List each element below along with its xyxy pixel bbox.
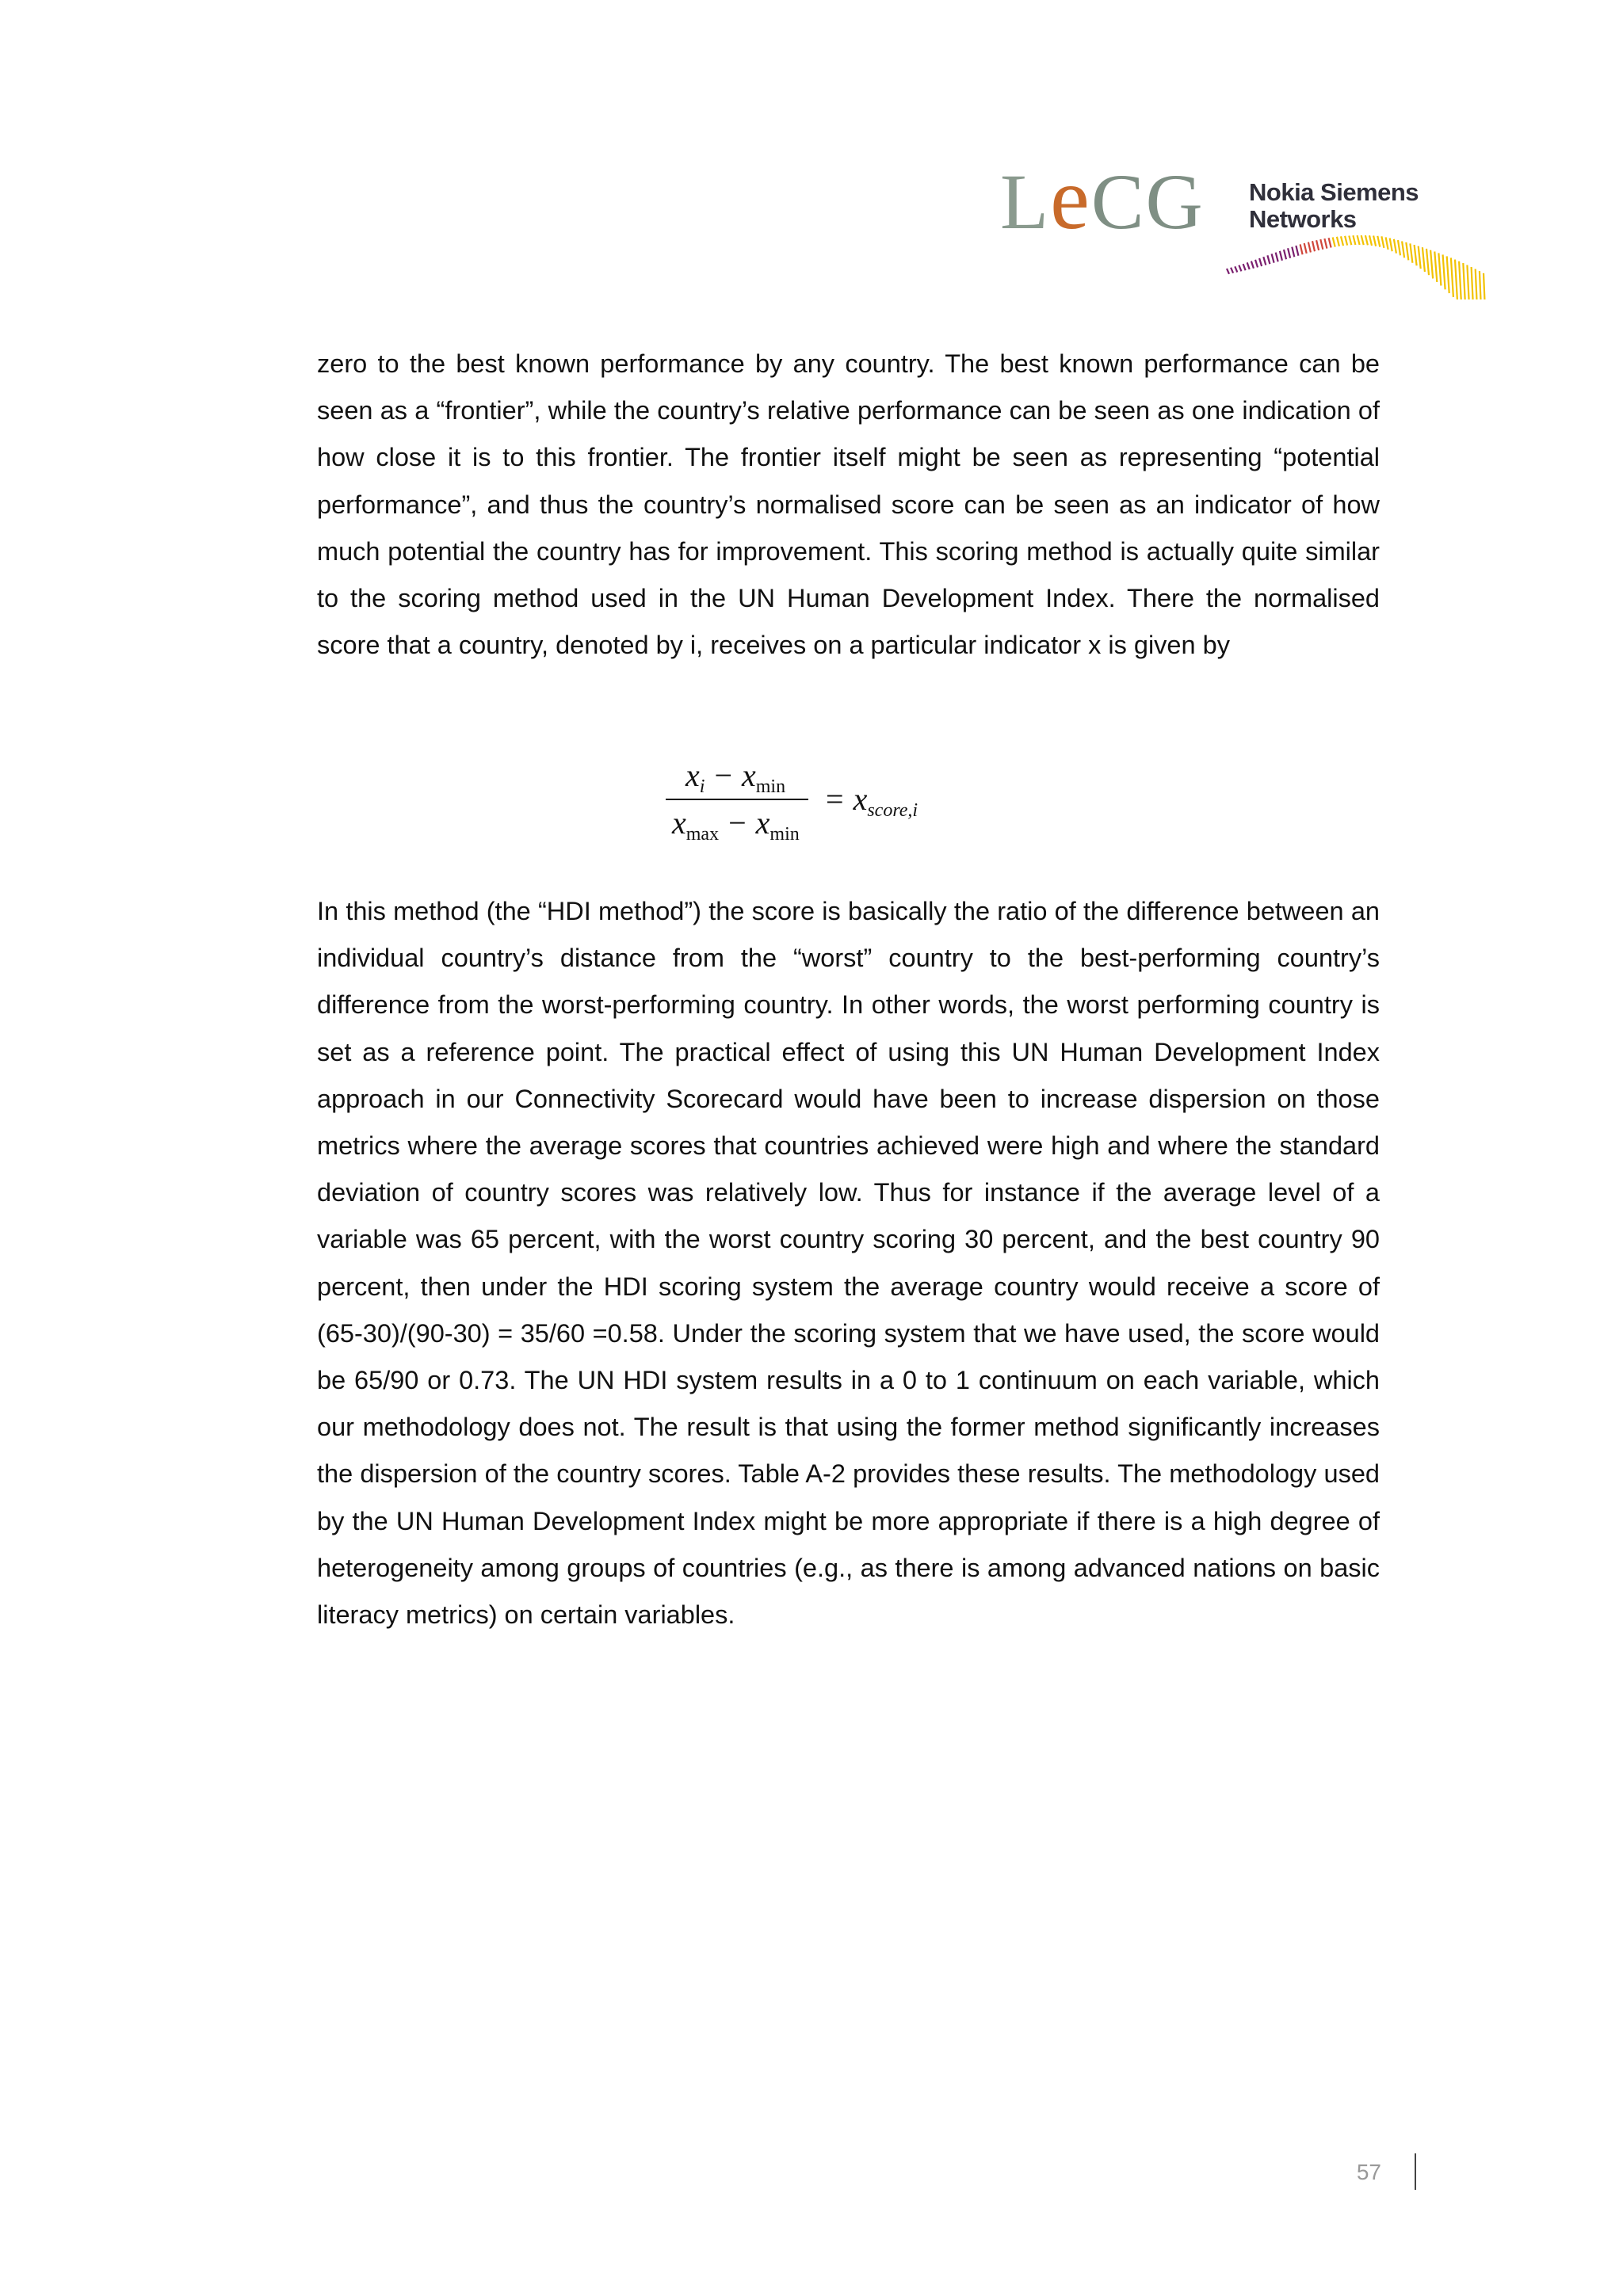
nsn-wave-stroke [1476,269,1478,300]
nsn-wave-stroke [1426,249,1429,275]
formula-num-sub: i [699,776,705,797]
nsn-wave-stroke [1443,254,1445,289]
formula-den-minus: − [728,805,747,841]
nsn-wave-stroke [1463,263,1465,299]
lecg-logo [1000,150,1205,248]
nsn-logo-text [1249,179,1419,233]
nsn-wave-stroke [1455,260,1457,299]
nsn-wave-stroke [1243,264,1246,270]
formula-num-sub2: min [755,776,786,797]
formula-fraction-bar [666,799,808,800]
nsn-wave-stroke [1459,261,1461,299]
nsn-wave-stroke [1255,260,1258,268]
nsn-wave-stroke [1280,251,1282,261]
nsn-wave-stroke [1288,248,1290,258]
nsn-wave-stroke [1267,255,1270,264]
nsn-wave-stroke [1312,241,1315,251]
nsn-wave-stroke [1369,235,1372,246]
nsn-wave-stroke [1434,252,1437,282]
lecg-logo-cg: CG [1090,158,1205,246]
formula-num-minus: − [714,757,732,793]
nsn-wave-stroke [1292,247,1294,257]
nsn-wave-stroke [1484,273,1486,299]
nsn-logo-line2: Networks [1249,205,1357,233]
formula-den-x2: x [755,805,770,841]
nsn-wave-stroke [1239,265,1241,272]
nsn-wave-stroke [1296,246,1298,256]
formula-denominator [672,804,800,845]
formula-equals: = [826,781,844,817]
nsn-wave-stroke [1406,242,1408,261]
nsn-wave-stroke [1423,247,1425,272]
formula-rhs-sub: score,i [867,800,918,821]
formula-rhs-x: x [853,781,868,817]
body-paragraph-2: In this method (the “HDI method”) the score is basically the ratio of the difference between an individual country’s distance from the “worst” country to the best-performing country’s difference from the worst-performing country. In other words, the worst performing country is set as a reference point. The practical effect of using this UN Human Development Index approach in our Connectivity Scorecard would have been to increase dispersion on those metrics where the average scores that countries achieved were high and where the standard deviation of country scores was relatively low. Thus for instance if the average level of a variable was 65 percent, with the worst country scoring 30 percent, and the best country 90 percent, then under the HDI scoring system the average country would receive a score of (65-30)/(90-30) = 35/60 =0.58. Under the scoring system that we have used, the score would be 65/90 or 0.73. The UN HDI system results in a 0 to 1 continuum on each variable, which our methodology does not. The result is that using the former method significantly increases the dispersion of the country scores. Table A-2 provides these results. The methodology used by the UN Human Development Index might be more appropriate if there is a high degree of heterogeneity among groups of countries (e.g., as there is among advanced nations on basic literacy metrics) on certain variables. [317,897,1380,1630]
nsn-wave-stroke [1353,235,1355,245]
nsn-wave-stroke [1308,242,1311,253]
nsn-wave-stroke [1361,235,1364,245]
body-paragraph-1: zero to the best known performance by any country. The best known performance can be seen as a “frontier”, while the country’s relative performance can be seen as one indication of how close it is to this frontier. The frontier itself might be seen as representing “potential performance”, and thus the country’s normalised score can be seen as an indicator of how much potential the country has for improvement. This scoring method is actually quite similar to the scoring method used in the UN Human Development Index. There the normalised score that a country, denoted by i, receives on a particular indicator x is given by [317,349,1380,660]
lecg-logo-e: e [1050,150,1091,248]
nsn-wave-stroke [1447,256,1449,293]
nsn-wave-stroke [1324,238,1327,249]
nsn-wave-stroke [1349,236,1351,246]
nsn-wave-stroke [1304,243,1307,254]
nsn-wave-stroke [1337,237,1339,246]
nsn-wave-stroke [1451,257,1453,297]
nsn-wave-stroke [1284,250,1286,259]
formula-numerator [685,757,785,798]
nsn-wave-stroke [1390,238,1392,252]
nsn-wave-stroke [1300,244,1303,254]
nsn-wave-stroke [1402,242,1404,258]
nsn-wave-stroke [1365,235,1368,245]
nsn-wave-stroke [1467,265,1469,300]
nsn-wave-stroke [1251,261,1254,269]
formula-rhs [816,780,918,822]
nsn-wave-stroke [1415,245,1417,265]
hdi-formula [666,757,999,852]
nsn-wave-stroke [1247,262,1250,269]
lecg-logo-l: L [1000,158,1051,246]
nsn-wave-stroke [1320,239,1323,250]
page-number-rule [1415,2153,1416,2190]
nsn-wave-stroke [1430,250,1433,279]
nsn-wave-stroke [1480,271,1482,299]
nsn-wave-stroke [1345,236,1347,246]
formula-den-sub: max [685,824,720,845]
nsn-wave-stroke [1472,267,1474,299]
nsn-wave-stroke [1377,236,1380,247]
nsn-wave-stroke [1358,235,1360,245]
nsn-wave-stroke [1231,268,1233,273]
nsn-wave-stroke [1333,238,1335,247]
nsn-wave-stroke [1419,246,1421,269]
nsn-wave-stroke [1227,269,1229,274]
nsn-wave-stroke [1272,254,1274,262]
nsn-wave-stroke [1276,253,1278,262]
formula-den-sub2: min [769,824,800,845]
nsn-wave-stroke [1381,236,1384,248]
formula-num-x: x [685,757,700,793]
nsn-wave-stroke [1394,239,1396,254]
formula-num-x2: x [742,757,756,793]
nsn-logo-line1: Nokia Siemens [1249,178,1419,206]
nsn-wave-stroke [1386,237,1388,250]
nsn-wave-stroke [1398,240,1400,255]
nsn-wave-stroke [1438,253,1441,285]
nsn-wave-stroke [1316,240,1319,250]
nsn-wave-stroke [1329,238,1331,247]
nsn-wave-stroke [1373,236,1376,246]
formula-den-x: x [672,805,686,841]
nsn-wave-stroke [1259,258,1262,266]
nsn-wave-stroke [1341,236,1343,246]
nsn-wave-stroke [1410,243,1412,262]
nsn-wave-stroke [1263,257,1266,265]
nsn-wave-stroke [1235,266,1237,272]
page-number: 57 [1356,2160,1381,2184]
